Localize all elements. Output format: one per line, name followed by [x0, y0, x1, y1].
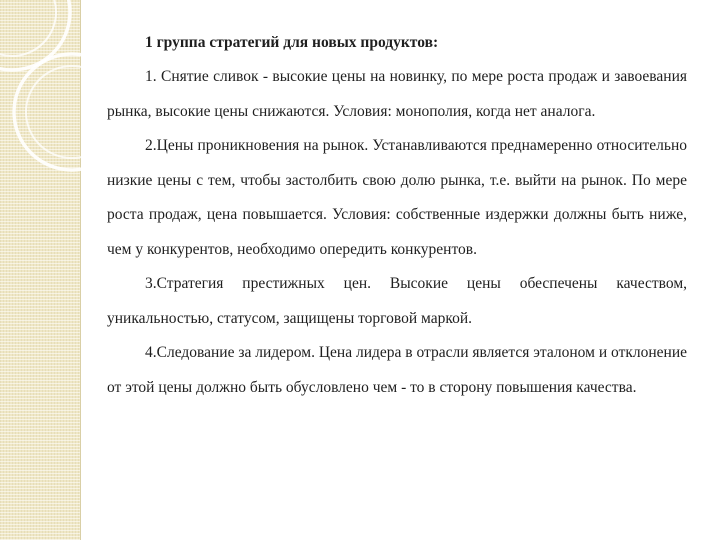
strategy-prestige: 3.Стратегия престижных цен. Высокие цены обеспечены качеством, уникальностью, статусом, защищены торговой маркой. [107, 275, 687, 327]
strategy-penetration: 2.Цены проникновения на рынок. Устанавливаются преднамеренно относительно низкие цены с тем, чтобы застолбить свою долю рынка, т.е. выйти на рынок. По мере роста продаж, цена повышается. Условия: собственные издержки должны быть ниже, чем у конкурентов, необходимо опередить конкурентов. [107, 137, 687, 258]
slide-body [107, 26, 687, 405]
slide-heading: 1 группа стратегий для новых продуктов: [145, 34, 439, 51]
concentric-rings-icon [0, 0, 120, 200]
strategy-follow-leader: 4.Следование за лидером. Цена лидера в отрасли является эталоном и отклонение от этой цены должно быть обусловлено чем - то в сторону повышения качества. [107, 344, 687, 396]
strategy-skimming: 1. Снятие сливок - высокие цены на новинку, по мере роста продаж и завоевания рынка, высокие цены снижаются. Условия: монополия, когда нет аналога. [107, 68, 687, 120]
